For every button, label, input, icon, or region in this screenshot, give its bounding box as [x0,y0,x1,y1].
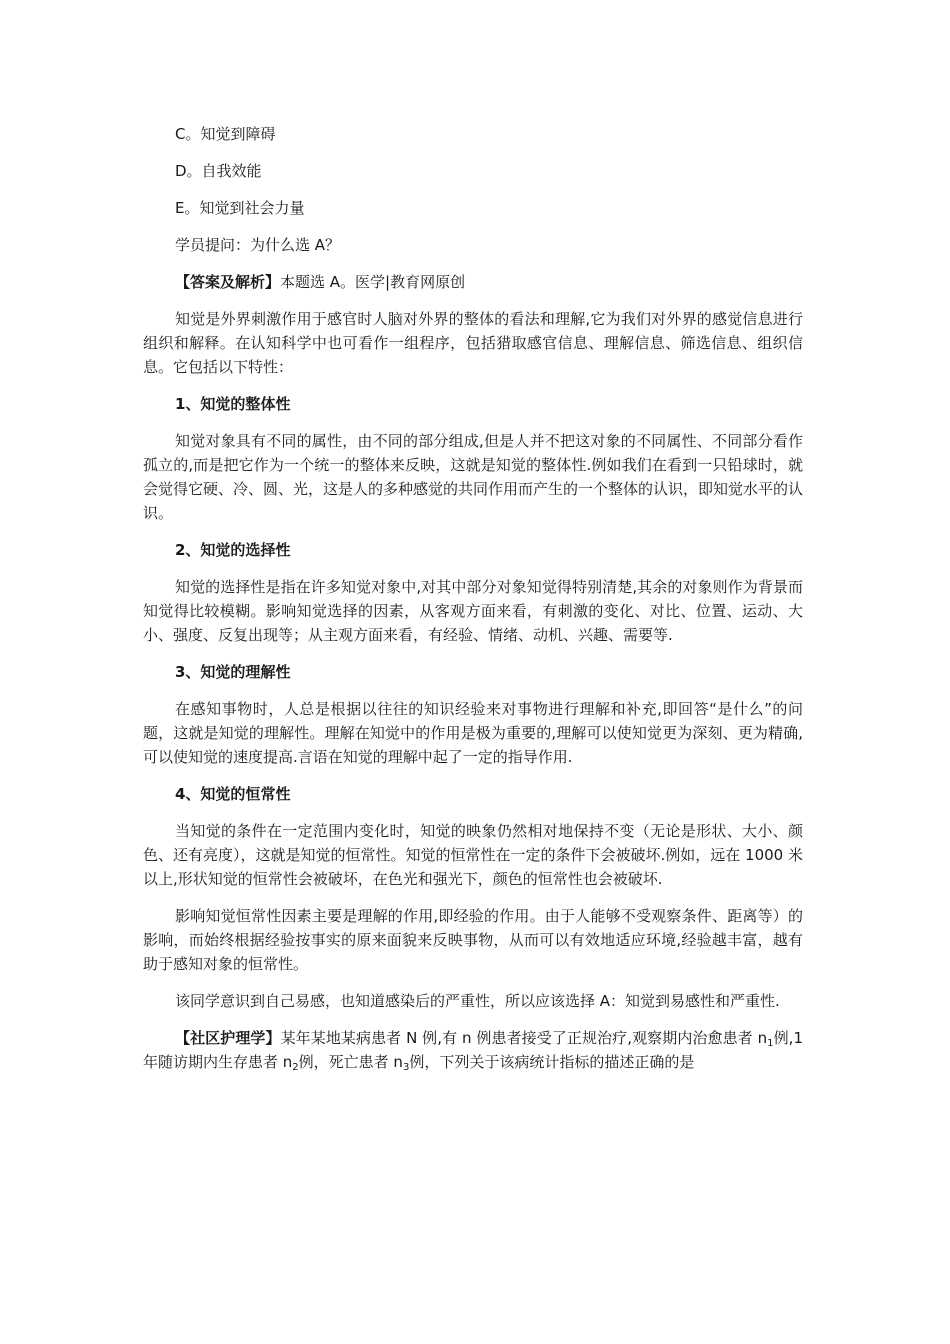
section-heading-2: 2、知觉的选择性 [175,541,291,559]
next-question-tag: 【社区护理学】 [175,1029,281,1047]
next-question-text-4: 例，下列关于该病统计指标的描述正确的是 [409,1053,695,1071]
answer-tag: 【答案及解析】 [175,273,281,291]
subscript-3: 3 [402,1062,410,1073]
document-body [143,122,803,1087]
section-heading-3: 3、知觉的理解性 [175,663,291,681]
section-paragraph-1: 知觉对象具有不同的属性，由不同的部分组成,但是人并不把这对象的不同属性、不同部分看作孤立的,而是把它作为一个统一的整体来反映，这就是知觉的整体性.例如我们在看到一只铅球时，就会觉得它硬、冷、圆、光，这是人的多种感觉的共同作用而产生的一个整体的认识，即知觉水平的认识。 [143,432,804,522]
section-paragraph-2: 知觉的选择性是指在许多知觉对象中,对其中部分对象知觉得特别清楚,其余的对象则作为背景而知觉得比较模糊。影响知觉选择的因素，从客观方面来看，有刺激的变化、对比、位置、运动、大小、强度、反复出现等；从主观方面来看，有经验、情绪、动机、兴趣、需要等. [143,578,803,644]
section-paragraph-3: 在感知事物时，人总是根据以往往的知识经验来对事物进行理解和补充,即回答“是什么”的问题，这就是知觉的理解性。理解在知觉中的作用是极为重要的,理解可以使知觉更为深刻、更为精确,可以使知觉的速度提高.言语在知觉的理解中起了一定的指导作用. [143,700,803,766]
subscript-1: 1 [767,1038,774,1049]
student-question: 学员提问：为什么选 A？ [175,236,341,254]
option-e: E。知觉到社会力量 [175,199,305,217]
next-question-text-3: 例，死亡患者 n [298,1053,403,1071]
intro-paragraph: 知觉是外界刺激作用于感官时人脑对外界的整体的看法和理解,它为我们对外界的感觉信息进行组织和解释。在认知科学中也可看作一组程序，包括猎取感官信息、理解信息、筛选信息、组织信息。它包括以下特性： [143,310,803,376]
section-paragraph-4a: 当知觉的条件在一定范围内变化时，知觉的映象仍然相对地保持不变（无论是形状、大小、颜色、还有亮度），这就是知觉的恒常性。知觉的恒常性在一定的条件下会被破坏.例如，远在 1000 米以上,形状知觉的恒常性会被破坏，在色光和强光下，颜色的恒常性也会被破坏. [143,822,803,888]
next-question-text-1: 某年某地某病患者 N 例,有 n 例患者接受了正规治疗,观察期内治愈患者 n [280,1029,768,1047]
conclusion-paragraph: 该同学意识到自己易感，也知道感染后的严重性，所以应该选择 A：知觉到易感性和严重性. [175,992,780,1010]
section-paragraph-4b: 影响知觉恒常性因素主要是理解的作用,即经验的作用。由于人能够不受观察条件、距离等）的影响，而始终根据经验按事实的原来面貌来反映事物，从而可以有效地适应环境,经验越丰富，越有助于感知对象的恒常性。 [143,907,803,973]
section-heading-4: 4、知觉的恒常性 [175,785,291,803]
answer-text: 本题选 A。医学|教育网原创 [280,273,466,291]
section-heading-1: 1、知觉的整体性 [175,395,291,413]
next-question-paragraph [143,1026,803,1074]
next-question-text-2: 例,1 年随访期内生存患者 n [143,1029,803,1071]
subscript-2: 2 [292,1062,299,1073]
option-c: C。知觉到障碍 [175,125,276,143]
answer-line [175,270,803,294]
option-d: D。自我效能 [175,162,262,180]
